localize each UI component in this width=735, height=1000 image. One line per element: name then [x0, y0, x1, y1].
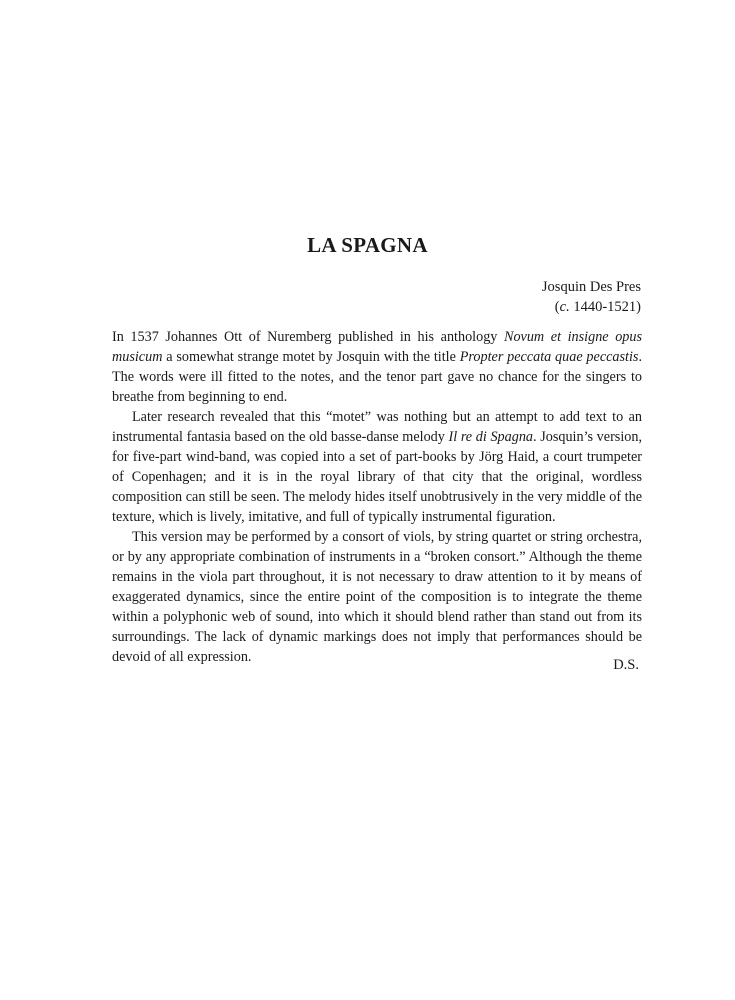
- signature: D.S.: [613, 657, 639, 673]
- composer-attribution: [542, 277, 641, 317]
- text-run: . Josquin’s version, for five-part wind-band, was copied into a set of part-books by Jörg Haid, a court trumpeter of Copenhagen; and it is in the royal library of that city that the original, wordless composition can still be seen. The melody hides itself unobtrusively in the very middle of the texture, which is lively, imitative, and full of typically instrumental figuration.: [112, 429, 642, 525]
- dates-prefix: (: [554, 299, 560, 315]
- dates-circa: c.: [559, 299, 570, 315]
- text-run: This version may be performed by a consort of viols, by string quartet or string orchestra, or by any appropriate combination of instruments in a “broken consort.” Although the theme remains in the viola part throughout, it is not necessary to draw attention to it by means of exaggerated dynamics, since the entire point of the composition is to integrate the theme within a polyphonic web of sound, into which it should blend rather than stand out from its surroundings. The lack of dynamic markings does not imply that performances should be devoid of all expression.: [112, 529, 642, 665]
- italic-title-run: Il re di Spagna: [448, 429, 534, 445]
- body-text: [112, 327, 642, 667]
- text-run: In 1537 Johannes Ott of Nuremberg published in his anthology: [112, 329, 504, 345]
- italic-title-run: Novum et insigne opus musicum: [112, 329, 642, 365]
- text-run: a somewhat strange motet by Josquin with the title: [162, 349, 460, 365]
- text-run: . The words were ill fitted to the notes, and the tenor part gave no chance for the singers to breathe from beginning to end.: [112, 349, 642, 405]
- page-title: LA SPAGNA: [307, 233, 428, 257]
- paragraph-2: [112, 407, 642, 527]
- text-run: Later research revealed that this “motet” was nothing but an attempt to add text to an instrumental fantasia based on the old basse-danse melody: [112, 409, 642, 445]
- paragraph-3: [112, 527, 642, 667]
- dates-range: 1440-1521): [569, 299, 641, 315]
- paragraph-1: [112, 327, 642, 407]
- composer-dates: [542, 297, 641, 317]
- composer-name: Josquin Des Pres: [541, 279, 641, 295]
- italic-title-run: Propter peccata quae peccastis: [459, 349, 639, 365]
